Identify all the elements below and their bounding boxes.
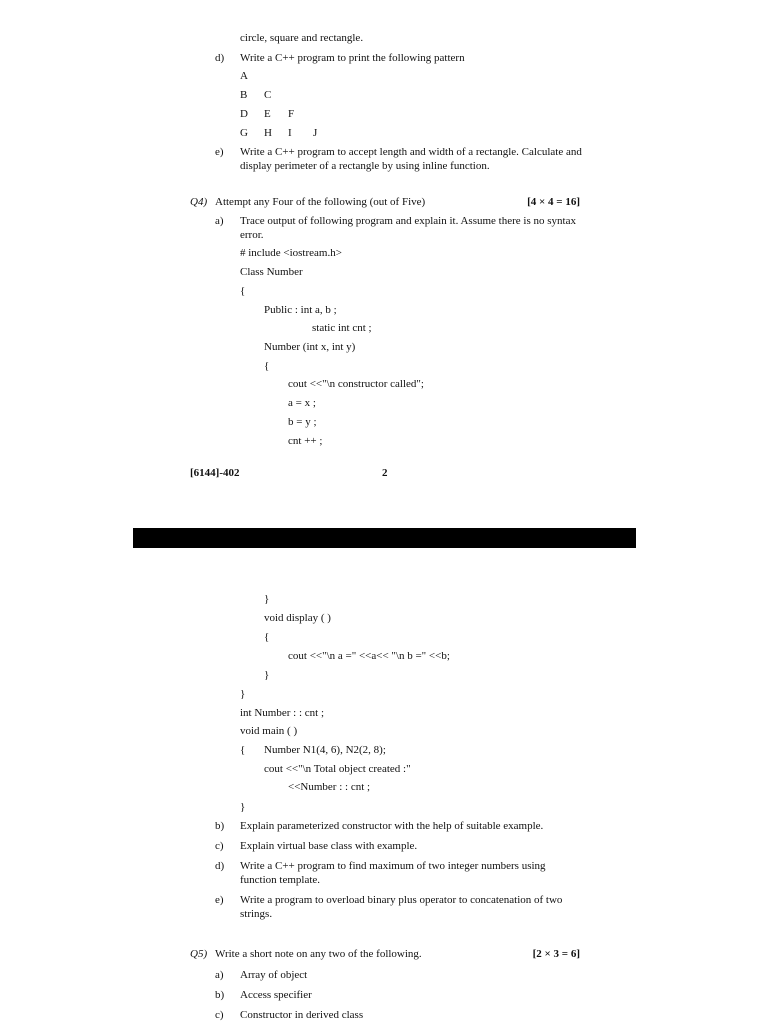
code-line: Number N1(4, 6), N2(2, 8); xyxy=(264,744,386,756)
code-line: void display ( ) xyxy=(264,612,331,624)
q5-number: Q5) xyxy=(190,948,208,960)
q4b-label: b) xyxy=(215,820,225,832)
code-line: # include <iostream.h> xyxy=(240,247,342,259)
code-line: Class Number xyxy=(240,266,303,278)
pattern-cell: D xyxy=(240,108,248,120)
q5b-text: Access specifier xyxy=(240,989,312,1001)
code-line: cout <<"\n a =" <<a<< "\n b =" <<b; xyxy=(288,650,450,662)
code-line: } xyxy=(240,801,246,813)
code-line: b = y ; xyxy=(288,416,317,428)
page-divider-bar xyxy=(133,528,636,548)
pattern-cell: B xyxy=(240,89,248,101)
q4e-label: e) xyxy=(215,894,224,906)
pattern-cell: E xyxy=(264,108,271,120)
code-line: { xyxy=(240,744,246,756)
code-line: cnt ++ ; xyxy=(288,435,323,447)
code-line: a = x ; xyxy=(288,397,316,409)
code-line: int Number : : cnt ; xyxy=(240,707,325,719)
q5-marks: [2 × 3 = 6] xyxy=(532,948,580,960)
pattern-cell: G xyxy=(240,127,248,139)
code-line: } xyxy=(264,593,270,605)
code-line: } xyxy=(240,688,246,700)
q5a-text: Array of object xyxy=(240,969,308,981)
paper-code: [6144]-402 xyxy=(190,467,240,479)
q4a-label: a) xyxy=(215,215,224,227)
q5a-label: a) xyxy=(215,969,224,981)
code-line: cout <<"\n constructor called"; xyxy=(288,378,424,390)
page-number: 2 xyxy=(382,467,388,479)
pattern-cell: H xyxy=(264,127,272,139)
q3e-label: e) xyxy=(215,146,224,158)
q4-marks: [4 × 4 = 16] xyxy=(527,196,580,208)
code-line: { xyxy=(264,631,270,643)
pattern-cell: A xyxy=(240,70,248,82)
continuation-text: circle, square and rectangle. xyxy=(240,32,364,44)
q4-number: Q4) xyxy=(190,196,208,208)
q3d-label: d) xyxy=(215,52,225,64)
q4e-text: Write a program to overload binary plus operator to concatenation of two strings. xyxy=(240,894,563,920)
q4a-text: Trace output of following program and explain it. Assume there is no syntax error. xyxy=(240,215,576,241)
q5b-label: b) xyxy=(215,989,225,1001)
code-line: void main ( ) xyxy=(240,725,298,737)
q5c-label: c) xyxy=(215,1009,224,1021)
pattern-cell: F xyxy=(288,108,295,120)
pattern-cell: J xyxy=(313,127,318,139)
pattern-cell: C xyxy=(264,89,272,101)
q4b-text: Explain parameterized constructor with the help of suitable example. xyxy=(240,820,544,832)
q4d-text: Write a C++ program to find maximum of two integer numbers using function template. xyxy=(240,860,546,886)
code-line: } xyxy=(264,669,270,681)
q4d-label: d) xyxy=(215,860,225,872)
code-line: Number (int x, int y) xyxy=(264,341,356,353)
q4c-label: c) xyxy=(215,840,224,852)
exam-page-bottom xyxy=(0,548,768,1024)
code-line: { xyxy=(264,360,270,372)
code-line: { xyxy=(240,285,246,297)
q5-text: Write a short note on any two of the following. xyxy=(215,948,422,960)
q3d-text: Write a C++ program to print the following pattern xyxy=(240,52,465,64)
code-line: static int cnt ; xyxy=(312,322,372,334)
code-line: <<Number : : cnt ; xyxy=(288,781,371,793)
code-line: Public : int a, b ; xyxy=(264,304,337,316)
q3e-text: Write a C++ program to accept length and width of a rectangle. Calculate and display perimeter of a rectangle by using inline function. xyxy=(240,146,582,172)
q4c-text: Explain virtual base class with example. xyxy=(240,840,418,852)
q4-text: Attempt any Four of the following (out of Five) xyxy=(215,196,426,208)
pattern-cell: I xyxy=(288,127,292,139)
q5c-text: Constructor in derived class xyxy=(240,1009,364,1021)
code-line: cout <<"\n Total object created :" xyxy=(264,763,411,775)
